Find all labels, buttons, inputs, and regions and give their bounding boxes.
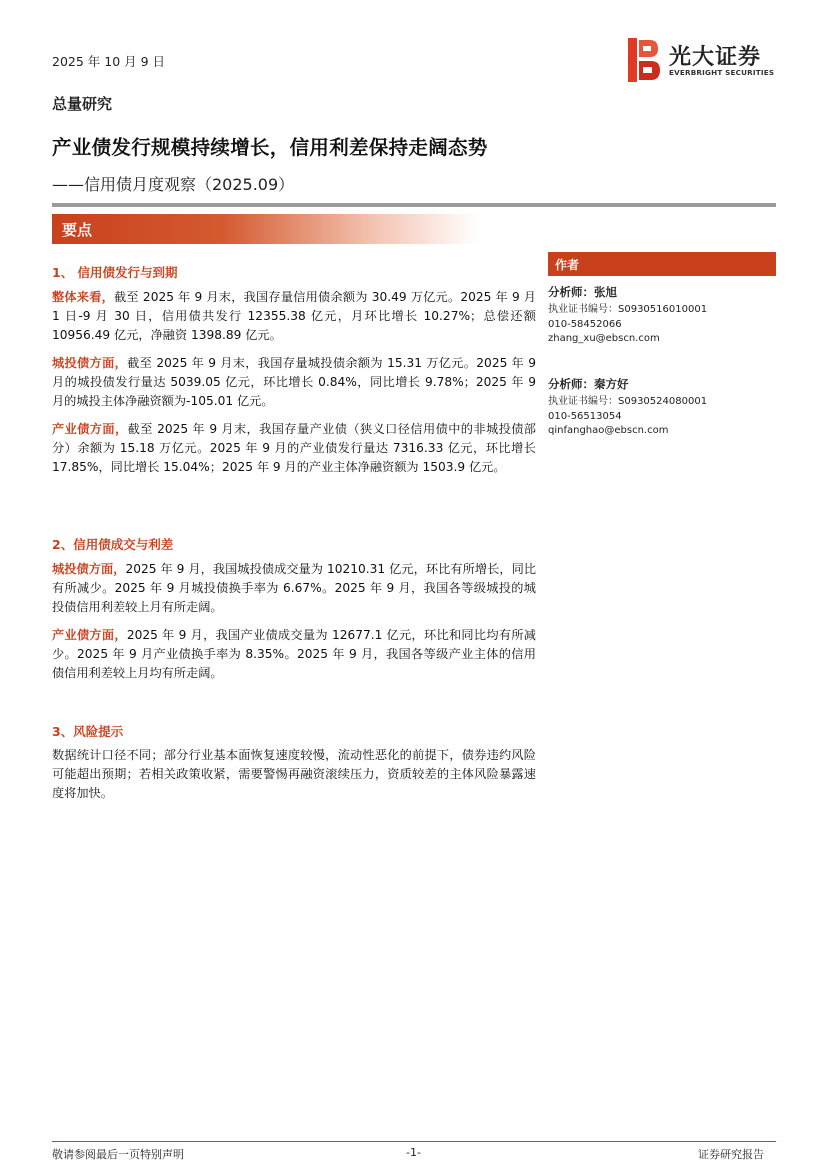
report-category: 总量研究 xyxy=(52,95,113,113)
paragraph-text: 数据统计口径不同；部分行业基本面恢复速度较慢，流动性恶化的前提下，债券违约风险可能超出预期；若相关政策收紧，需要警惕再融资滚续压力，资质较差的主体风险暴露速度将加快。 xyxy=(52,748,536,800)
paragraph-lead: 产业债方面， xyxy=(52,422,128,436)
footer-disclaimer: 敬请参阅最后一页特别声明 xyxy=(52,1148,184,1161)
analyst-license: 执业证书编号：S0930516010001 xyxy=(548,304,708,315)
title-divider xyxy=(52,203,776,207)
paragraph-lead: 城投债方面， xyxy=(52,562,126,576)
analyst-phone: 010-56513054 xyxy=(548,410,622,422)
section-heading: 3、风险提示 xyxy=(52,724,124,739)
paragraph-text: 2025 年 9 月，我国产业债成交量为 12677.1 亿元，环比和同比均有所减少。2025 年 9 月产业债换手率为 8.35%。2025 年 9 月，我国各等级产业主体的信用债信用利差较上月均有所走阔。 xyxy=(52,628,536,680)
paragraph-overall xyxy=(52,288,536,344)
paragraph-lead: 产业债方面， xyxy=(52,628,127,642)
report-subtitle: ——信用债月度观察（2025.09） xyxy=(52,175,295,194)
analyst-license: 执业证书编号：S0930524080001 xyxy=(548,396,708,407)
paragraph-industrial xyxy=(52,420,536,476)
paragraph-industrial-trading xyxy=(52,626,536,682)
paragraph-text: 截至 2025 年 9 月末，我国存量信用债余额为 30.49 万亿元。2025 年 9 月 1 日-9 月 30 日，信用债共发行 12355.38 亿元，月环比增长 10.27%；总偿还额 10956.49 亿元，净融资 1398.89 亿元。 xyxy=(52,290,536,342)
everbright-logo-icon xyxy=(626,38,662,82)
paragraph-lead: 整体来看， xyxy=(52,290,115,304)
analyst-name: 分析师：张旭 xyxy=(548,285,617,299)
brand-logo xyxy=(626,38,776,82)
author-label: 作者 xyxy=(555,258,580,272)
author-banner xyxy=(548,252,776,276)
paragraph-risk xyxy=(52,746,536,802)
page-number: -1- xyxy=(406,1146,421,1159)
paragraph-text: 截至 2025 年 9 月末，我国存量产业债（狭义口径信用债中的非城投债部分）余额为 15.18 万亿元。2025 年 9 月的产业债发行量达 7316.33 亿元，环比增长 17.85%，同比增长 15.04%；2025 年 9 月的产业主体净融资额为 1503.9 亿元。 xyxy=(52,422,536,474)
key-points-banner xyxy=(52,214,478,244)
section-heading: 2、信用债成交与利差 xyxy=(52,537,174,552)
footer-report-type: 证券研究报告 xyxy=(698,1148,764,1161)
analyst-email[interactable]: qinfanghao@ebscn.com xyxy=(548,425,669,436)
analyst-card xyxy=(548,376,776,439)
paragraph-text: 截至 2025 年 9 月末，我国存量城投债余额为 15.31 万亿元。2025 年 9 月的城投债发行量达 5039.05 亿元，环比增长 0.84%，同比增长 9.78%；2025 年 9 月的城投主体净融资额为-105.01 亿元。 xyxy=(52,356,536,408)
paragraph-lead: 城投债方面， xyxy=(52,356,128,370)
report-title: 产业债发行规模持续增长，信用利差保持走阔态势 xyxy=(52,136,488,159)
paragraph-chengtou-trading xyxy=(52,560,536,616)
analyst-card xyxy=(548,284,776,347)
brand-name-cn: 光大证券 xyxy=(669,45,762,70)
paragraph-chengtou xyxy=(52,354,536,410)
footer-divider xyxy=(52,1141,776,1142)
section-heading: 1、 信用债发行与到期 xyxy=(52,265,178,280)
paragraph-text: 2025 年 9 月，我国城投债成交量为 10210.31 亿元，环比有所增长，同比有所减少。2025 年 9 月城投债换手率为 6.67%。2025 年 9 月，我国各等级城投的城投债信用利差较上月有所走阔。 xyxy=(52,562,537,614)
analyst-email[interactable]: zhang_xu@ebscn.com xyxy=(548,333,660,344)
analyst-phone: 010-58452066 xyxy=(548,318,622,330)
key-points-label: 要点 xyxy=(62,221,93,239)
report-date: 2025 年 10 月 9 日 xyxy=(52,54,166,69)
analyst-name: 分析师：秦方好 xyxy=(548,377,629,391)
brand-name-en: EVERBRIGHT SECURITIES xyxy=(669,68,775,77)
